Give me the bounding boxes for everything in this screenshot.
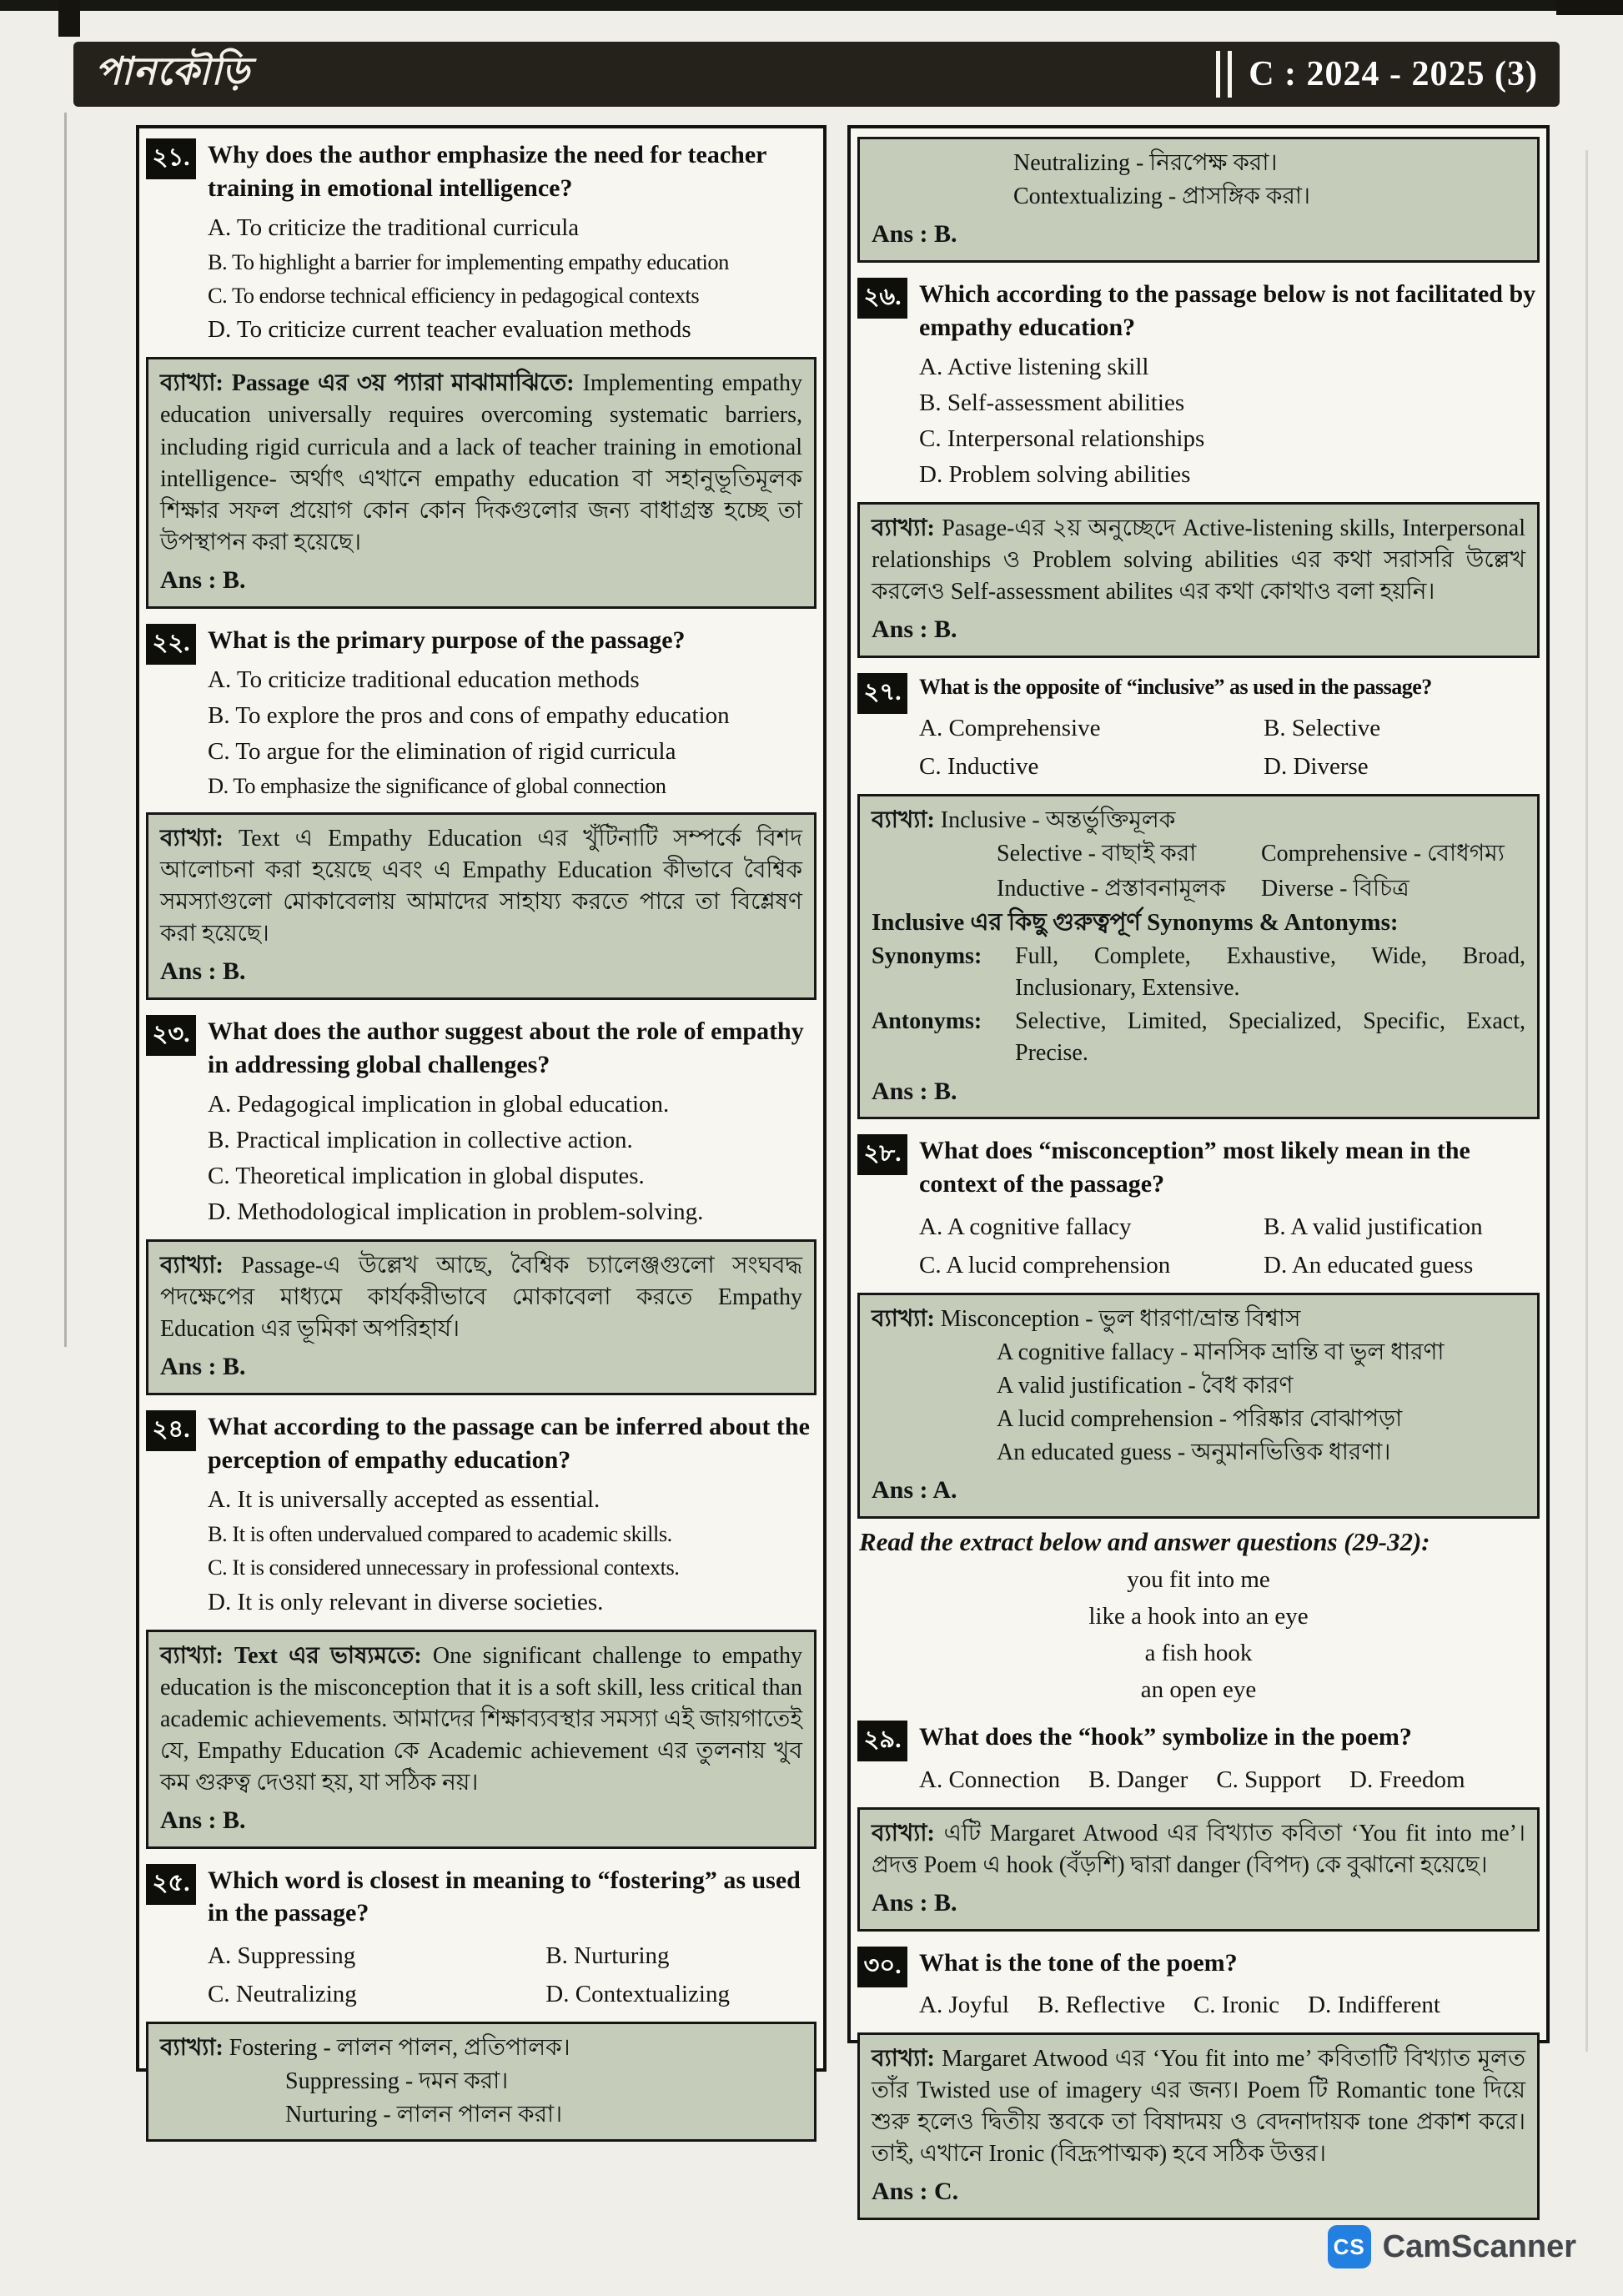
question-26-text: Which according to the passage below is not facilitated by empathy education? <box>919 279 1536 341</box>
extract-instruction: Read the extract below and answer questions (29-32): <box>859 1526 1430 1556</box>
option-a: A. Connection <box>919 1766 1061 1793</box>
page-header-band <box>73 42 1560 107</box>
explanation-30 <box>857 2032 1540 2220</box>
question-26 <box>857 271 1540 497</box>
poem-line: an open eye <box>1140 1676 1257 1703</box>
question-26-options <box>919 350 1536 491</box>
question-30-options <box>919 1986 1536 2024</box>
answer-29: Ans : B. <box>872 1888 957 1917</box>
explanation-25 <box>146 2022 817 2142</box>
option-b: B. A valid justification <box>1264 1213 1483 1240</box>
question-25-text: Which word is closest in meaning to “fostering” as used in the passage? <box>208 1866 801 1927</box>
option-a: A. To criticize traditional education methods <box>208 666 640 694</box>
question-27-number-badge: ২৭. <box>857 673 907 714</box>
poem-line: a fish hook <box>1144 1639 1253 1666</box>
brand-title: পানকৌড়ি <box>95 50 250 93</box>
scan-edge-artifact-corner-right <box>1556 0 1623 15</box>
answer-28: Ans : A. <box>872 1475 957 1504</box>
option-d: D. Methodological implication in problem-solving. <box>208 1198 704 1226</box>
option-c: C. A lucid comprehension <box>919 1251 1171 1279</box>
explanation-23 <box>146 1239 817 1395</box>
explanation-21-body: ব্যাখ্যা: Passage এর ৩য় প্যারা মাঝামাঝিতে: Implementing empathy education universally requires overcoming systematic barriers, including rigid curricula and a lack of teacher training in emotional intelligence- অর্থাৎ এখানে empathy education বা সহানুভূতিমূলক শিক্ষার সফল প্রয়োগ কোন কোন দিকগুলোর জন্য বাধাগ্রস্ত হচ্ছে তা উপস্থাপন করা হয়েছে। <box>160 370 802 555</box>
explanation-22 <box>146 812 817 1000</box>
question-28-number-badge: ২৮. <box>857 1134 907 1175</box>
question-21-options <box>208 211 813 346</box>
question-28-text: What does “misconception” most likely mean in the context of the passage? <box>919 1137 1470 1198</box>
option-a: A. Joyful <box>919 1992 1009 2019</box>
option-a: A. A cognitive fallacy <box>919 1213 1132 1240</box>
explanation-29 <box>857 1807 1540 1932</box>
option-b: B. To explore the pros and cons of empathy education <box>208 702 730 730</box>
answer-25: Ans : B. <box>872 220 957 249</box>
explanation-24 <box>146 1630 817 1849</box>
explanation-25-line4: Neutralizing - নিরপেক্ষ করা। <box>1013 150 1278 176</box>
question-24-text: What according to the passage can be inferred about the perception of empathy education? <box>208 1413 810 1474</box>
explanation-22-body: ব্যাখ্যা: Text এ Empathy Education এর খুঁটিনাটি সম্পর্কে বিশদ আলোচনা করা হয়েছে এবং এ Empathy Education কীভাবে বৈশ্বিক সমস্যাগুলো মোকাবেলায় আমাদের সাহায্য করতে পারে তা বিশ্লেষণ করা হয়েছে। <box>160 825 802 947</box>
option-c: C. To argue for the elimination of rigid curricula <box>208 738 676 766</box>
explanation-27-word-pairs <box>872 838 1525 905</box>
right-column <box>847 125 1550 2206</box>
option-a: A. To criticize the traditional curricula <box>208 214 580 242</box>
question-28-options <box>919 1208 1536 1284</box>
question-25-options <box>208 1937 813 2013</box>
answer-21: Ans : B. <box>160 565 246 594</box>
question-23 <box>146 1008 817 1234</box>
option-b: B. Practical implication in collective action. <box>208 1127 633 1154</box>
question-23-number-badge: ২৩. <box>146 1015 196 1056</box>
question-27 <box>857 666 1540 788</box>
question-22-number-badge: ২২. <box>146 624 196 665</box>
explanation-25-continued <box>857 137 1540 263</box>
option-c: C. Theoretical implication in global disputes. <box>208 1163 645 1190</box>
camscanner-label: CamScanner <box>1382 2228 1576 2264</box>
camscanner-logo-icon: CS <box>1328 2225 1371 2268</box>
header-right-group <box>1216 51 1538 98</box>
option-d: D. It is only relevant in diverse societies. <box>208 1588 604 1615</box>
question-25 <box>146 1857 817 2017</box>
synonyms-row: Synonyms: Full, Complete, Exhaustive, Wide, Broad, Inclusionary, Extensive. <box>872 943 1525 1002</box>
option-a: A. Comprehensive <box>919 714 1101 741</box>
answer-24: Ans : B. <box>160 1806 246 1834</box>
question-22-text: What is the primary purpose of the passage? <box>208 625 686 654</box>
explanation-21 <box>146 357 817 608</box>
option-c: C. To endorse technical efficiency in pedagogical contexts <box>208 282 700 308</box>
explanation-26 <box>857 502 1540 658</box>
left-column <box>136 125 827 2128</box>
question-29-number-badge: ২৯. <box>857 1721 907 1761</box>
scan-edge-artifact-corner-left <box>58 0 80 37</box>
option-b: B. Nurturing <box>545 1942 670 1969</box>
option-d: D. Diverse <box>1264 752 1369 780</box>
question-24-options <box>208 1483 813 1618</box>
option-c: C. Interpersonal relationships <box>919 425 1205 453</box>
option-d: D. Indifferent <box>1308 1992 1440 2019</box>
question-30 <box>857 1940 1540 2028</box>
explanation-27 <box>857 794 1540 1120</box>
explanation-28-line4: A lucid comprehension - পরিষ্কার বোঝাপড়া <box>997 1405 1403 1432</box>
word-pair: Selective - বাছাই করা <box>997 840 1197 867</box>
option-b: B. It is often undervalued compared to academic skills. <box>208 1521 672 1547</box>
camscanner-watermark <box>1328 2225 1576 2268</box>
explanation-28-line1: ব্যাখ্যা: Misconception - ভুল ধারণা/ভ্রান্ত বিশ্বাস <box>872 1305 1301 1332</box>
question-30-number-badge: ৩০. <box>857 1947 907 1987</box>
explanation-29-body: ব্যাখ্যা: এটি Margaret Atwood এর বিখ্যাত কবিতা ‘You fit into me’। প্রদত্ত Poem এ hook (বঁড়শি) দ্বারা danger (বিপদ) কে বুঝানো হয়েছে। <box>872 1820 1525 1878</box>
explanation-25-line2: Suppressing - দমন করা। <box>285 2068 509 2095</box>
explanation-27-line1: ব্যাখ্যা: Inclusive - অন্তর্ভুক্তিমূলক <box>872 806 1176 833</box>
option-c: C. Ironic <box>1193 1992 1280 2019</box>
option-d: D. Problem solving abilities <box>919 461 1191 489</box>
question-28 <box>857 1128 1540 1287</box>
option-c: C. Support <box>1216 1766 1322 1793</box>
option-a: A. Pedagogical implication in global education. <box>208 1091 670 1118</box>
poem-line: like a hook into an eye <box>1088 1602 1309 1630</box>
scan-crease-line-left <box>64 113 67 1347</box>
option-b: B. Reflective <box>1037 1992 1165 2019</box>
question-21-text: Why does the author emphasize the need for teacher training in emotional intelligence? <box>208 141 766 202</box>
explanation-28-line5: An educated guess - অনুমানভিত্তিক ধারণা। <box>997 1439 1391 1465</box>
answer-22: Ans : B. <box>160 957 246 986</box>
question-23-text: What does the author suggest about the role of empathy in addressing global challenges? <box>208 1017 804 1078</box>
question-25-number-badge: ২৫. <box>146 1864 196 1905</box>
scan-crease-line-right <box>1585 150 1588 2052</box>
option-d: D. To emphasize the significance of global connection <box>208 773 666 799</box>
question-23-options <box>208 1088 813 1228</box>
answer-27: Ans : B. <box>872 1077 957 1105</box>
explanation-28-line3: A valid justification - বৈধ কারণ <box>997 1372 1294 1399</box>
option-a: A. Suppressing <box>208 1942 356 1969</box>
option-b: B. Danger <box>1088 1766 1188 1793</box>
option-b: B. Self-assessment abilities <box>919 389 1185 417</box>
explanation-26-body: ব্যাখ্যা: Pasage-এর ২য় অনুচ্ছেদে Active-listening skills, Interpersonal relationships ও Problem solving abilities এর কথা সরাসরি উল্লেখ করলেও Self-assessment abilites এর কথা কোথাও বলা হয়নি। <box>872 515 1525 605</box>
explanation-25-line1: ব্যাখ্যা: Fostering - লালন পালন, প্রতিপালক। <box>160 2034 570 2061</box>
edition-label: C : 2024 - 2025 (3) <box>1249 55 1538 93</box>
question-27-options <box>919 709 1536 786</box>
option-a: A. Active listening skill <box>919 354 1149 381</box>
answer-23: Ans : B. <box>160 1353 246 1381</box>
answer-30: Ans : C. <box>872 2178 959 2206</box>
option-d: D. Freedom <box>1349 1766 1465 1793</box>
antonyms-row: Antonyms: Selective, Limited, Specialized, Specific, Exact, Precise. <box>872 1008 1525 1067</box>
synonyms-antonyms-heading: Inclusive এর কিছু গুরুত্বপূর্ণ Synonyms & Antonyms: <box>872 908 1399 936</box>
explanation-25-line5: Contextualizing - প্রাসঙ্গিক করা। <box>1013 183 1310 210</box>
question-29-text: What does the “hook” symbolize in the poem? <box>919 1722 1412 1751</box>
explanation-23-body: ব্যাখ্যা: Passage-এ উল্লেখ আছে, বৈশ্বিক চ্যালেঞ্জগুলো সংঘবদ্ধ পদক্ষেপের মাধ্যমে কার্যকরীভাবে মোকাবেলা করতে Empathy Education এর ভূমিকা অপরিহার্য। <box>160 1253 802 1343</box>
word-pair: Diverse - বিচিত্র <box>1261 875 1409 902</box>
option-a: A. It is universally accepted as essential. <box>208 1486 600 1514</box>
option-d: D. To criticize current teacher evaluation methods <box>208 316 691 344</box>
question-24 <box>146 1404 817 1624</box>
divider-bars <box>1216 51 1232 98</box>
explanation-28 <box>857 1293 1540 1519</box>
option-d: D. Contextualizing <box>545 1980 730 2007</box>
question-30-text: What is the tone of the poem? <box>919 1948 1238 1977</box>
explanation-30-body: ব্যাখ্যা: Margaret Atwood এর ‘You fit into me’ কবিতাটি বিখ্যাত মূলত তাঁর Twisted use of imagery এর জন্য। Poem টি Romantic tone দিয়ে শুরু হলেও দ্বিতীয় স্তবকে তা বিষাদময় ও বেদনাদায়ক tone প্রকাশ করে। তাই, এখানে Ironic (বিদ্রূপাত্মক) হবে সঠিক উত্তর। <box>872 2046 1525 2168</box>
word-pair: Inductive - প্রস্তাবনামূলক <box>997 875 1226 902</box>
option-c: C. It is considered unnecessary in professional contexts. <box>208 1554 680 1580</box>
explanation-24-body: ব্যাখ্যা: Text এর ভাষ্যমতে: One significant challenge to empathy education is the misconception that it is a soft skill, less critical than academic achievements. আমাদের শিক্ষাব্যবস্থার সমস্যা এই জায়গাতেই যে, Empathy Education কে Academic achievement এর তুলনায় খুব কম গুরুত্ব দেওয়া হয়, যা সঠিক নয়। <box>160 1642 803 1796</box>
option-b: B. To highlight a barrier for implementing empathy education <box>208 249 729 275</box>
question-21-number-badge: ২১. <box>146 138 196 179</box>
scan-edge-artifact-top <box>0 0 1623 11</box>
question-24-number-badge: ২৪. <box>146 1410 196 1451</box>
option-d: D. An educated guess <box>1264 1251 1474 1279</box>
question-29-options <box>919 1761 1536 1799</box>
option-b: B. Selective <box>1264 714 1381 741</box>
question-21 <box>146 132 817 352</box>
poem-extract <box>857 1562 1540 1707</box>
question-22 <box>146 617 817 807</box>
poem-line: you fit into me <box>1127 1565 1270 1593</box>
question-26-number-badge: ২৬. <box>857 278 907 319</box>
option-c: C. Neutralizing <box>208 1980 357 2007</box>
explanation-25-line3: Nurturing - লালন পালন করা। <box>285 2102 563 2128</box>
question-27-text: What is the opposite of “inclusive” as used in the passage? <box>919 675 1432 700</box>
question-29 <box>857 1714 1540 1802</box>
word-pair: Comprehensive - বোধগম্য <box>1261 840 1505 867</box>
option-c: C. Inductive <box>919 752 1039 780</box>
question-22-options <box>208 663 813 801</box>
explanation-28-line2: A cognitive fallacy - মানসিক ভ্রান্তি বা ভুল ধারণা <box>997 1339 1445 1365</box>
answer-26: Ans : B. <box>872 615 957 644</box>
